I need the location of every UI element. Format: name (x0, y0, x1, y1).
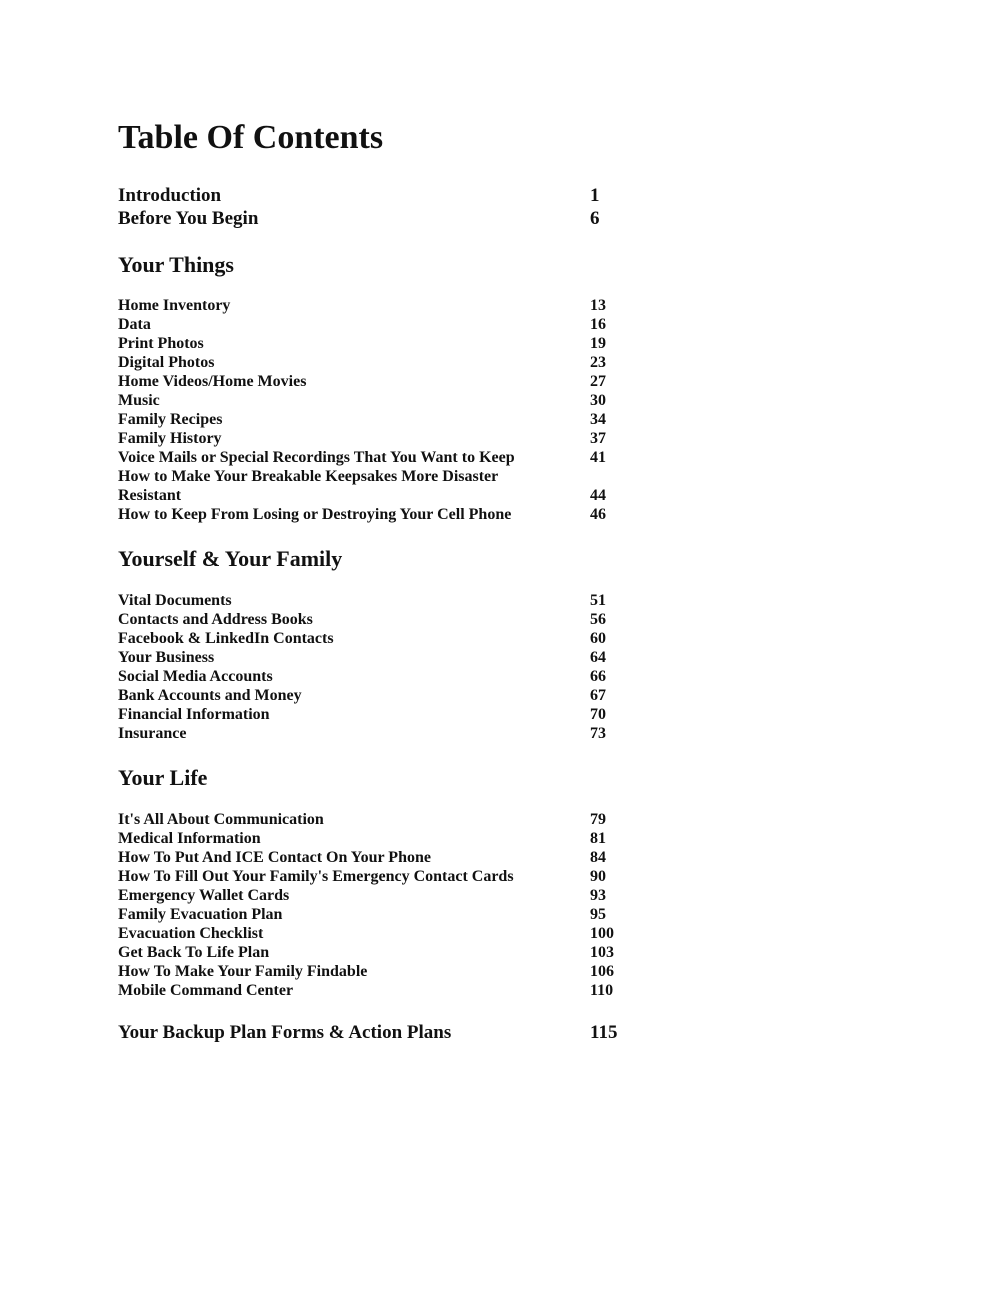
section-heading: Yourself & Your Family (118, 546, 343, 571)
toc-entry[interactable] (118, 486, 628, 505)
toc-entry[interactable] (118, 296, 628, 315)
toc-entry-page: 93 (590, 887, 606, 904)
toc-entry-page: 13 (590, 297, 606, 314)
toc-entry-page: 90 (590, 868, 606, 885)
toc-entry[interactable] (118, 184, 628, 207)
toc-entry-label: How To Put And ICE Contact On Your Phone (118, 849, 431, 866)
toc-entry-label: Home Videos/Home Movies (118, 373, 307, 390)
toc-entry[interactable] (118, 467, 628, 486)
toc-entry-page: 19 (590, 335, 606, 352)
toc-entry[interactable] (118, 629, 628, 648)
toc-entry-label: Introduction (118, 185, 222, 206)
toc-entry-label: Mobile Command Center (118, 982, 294, 999)
toc-entry-page: 70 (590, 706, 606, 723)
toc-entry-label: Insurance (118, 725, 187, 742)
toc-entry-page: 37 (590, 430, 606, 447)
toc-entry-label: Digital Photos (118, 354, 215, 371)
toc-entry[interactable] (118, 448, 628, 467)
toc-entry-page: 1 (590, 185, 600, 206)
toc-entry[interactable] (118, 810, 628, 829)
toc-entry[interactable] (118, 867, 628, 886)
toc-entry-label: Contacts and Address Books (118, 611, 313, 628)
toc-entry[interactable] (118, 981, 628, 1000)
toc-entry-label: How to Make Your Breakable Keepsakes More Disaster (118, 468, 499, 485)
toc-entry[interactable] (118, 591, 628, 610)
section-heading: Your Things (118, 252, 234, 277)
toc-entry[interactable] (118, 410, 628, 429)
toc-entry-page: 115 (590, 1022, 618, 1043)
toc-entry-page: 41 (590, 449, 606, 466)
toc-entry-page: 51 (590, 592, 606, 609)
toc-entry[interactable] (118, 705, 628, 724)
toc-entry-label: Family Evacuation Plan (118, 906, 283, 923)
toc-entry-label: Data (118, 316, 151, 333)
toc-entry[interactable] (118, 505, 628, 524)
toc-entry-label: How to Keep From Losing or Destroying Your Cell Phone (118, 506, 512, 523)
toc-entry[interactable] (118, 610, 628, 629)
toc-entry[interactable] (118, 353, 628, 372)
toc-entry-page: 27 (590, 373, 606, 390)
toc-entry-label: Your Business (118, 649, 215, 666)
toc-entry[interactable] (118, 924, 628, 943)
toc-entry-page: 67 (590, 687, 606, 704)
toc-entry-label: Vital Documents (118, 592, 232, 609)
page-title: Table Of Contents (118, 119, 384, 156)
toc-entry-label: Medical Information (118, 830, 261, 847)
toc-entry-page: 103 (590, 944, 614, 961)
toc-entry[interactable] (118, 848, 628, 867)
toc-entry-label: How To Fill Out Your Family's Emergency Contact Cards (118, 868, 514, 885)
toc-entry[interactable] (118, 334, 628, 353)
toc-entry-page: 79 (590, 811, 606, 828)
toc-entry-label: Your Backup Plan Forms & Action Plans (118, 1022, 452, 1043)
toc-entry[interactable] (118, 315, 628, 334)
toc-entry-page: 44 (590, 487, 606, 504)
toc-entry-page: 56 (590, 611, 606, 628)
toc-entry-page: 46 (590, 506, 606, 523)
toc-entry-label: Family History (118, 430, 222, 447)
toc-entry-page: 66 (590, 668, 606, 685)
toc-entry[interactable] (118, 207, 628, 230)
toc-entry-page: 34 (590, 411, 606, 428)
toc-entry[interactable] (118, 686, 628, 705)
toc-entry[interactable] (118, 648, 628, 667)
toc-entry-label: Evacuation Checklist (118, 925, 264, 942)
toc-entry[interactable] (118, 943, 628, 962)
toc-entry[interactable] (118, 886, 628, 905)
toc-entry[interactable] (118, 372, 628, 391)
toc-entry-page: 84 (590, 849, 606, 866)
toc-entry-label: Financial Information (118, 706, 270, 723)
toc-entry[interactable] (118, 724, 628, 743)
toc-entry-page: 16 (590, 316, 606, 333)
toc-entry-label: Bank Accounts and Money (118, 687, 302, 704)
toc-entry[interactable] (118, 429, 628, 448)
toc-entry-page: 64 (590, 649, 606, 666)
toc-entry-page: 6 (590, 208, 600, 229)
toc-entry-label: Print Photos (118, 335, 204, 352)
toc-entry[interactable] (118, 667, 628, 686)
toc-entry-page: 73 (590, 725, 606, 742)
toc-entry[interactable] (118, 905, 628, 924)
toc-entry-page: 81 (590, 830, 606, 847)
toc-entry-label: Music (118, 392, 160, 409)
toc-entry-label: Social Media Accounts (118, 668, 273, 685)
toc-entry-label: Before You Begin (118, 208, 259, 229)
toc-entry[interactable] (118, 391, 628, 410)
toc-entry-label: Family Recipes (118, 411, 223, 428)
toc-entry-page: 100 (590, 925, 614, 942)
toc-entry-label: Emergency Wallet Cards (118, 887, 290, 904)
toc-entry-page: 23 (590, 354, 606, 371)
toc-entry-page: 60 (590, 630, 606, 647)
toc-entry-label: How To Make Your Family Findable (118, 963, 368, 980)
toc-entry-label: Resistant (118, 487, 182, 504)
toc-entry-backup-plan[interactable] (118, 1021, 628, 1044)
toc-entry[interactable] (118, 962, 628, 981)
toc-entry-label: Get Back To Life Plan (118, 944, 270, 961)
toc-entry-label: Home Inventory (118, 297, 231, 314)
section-heading: Your Life (118, 765, 208, 790)
toc-entry-label: It's All About Communication (118, 811, 324, 828)
toc-entry-page: 30 (590, 392, 606, 409)
toc-entry[interactable] (118, 829, 628, 848)
toc-entry-label: Facebook & LinkedIn Contacts (118, 630, 334, 647)
toc-entry-page: 106 (590, 963, 614, 980)
toc-entry-page: 95 (590, 906, 606, 923)
toc-entry-label: Voice Mails or Special Recordings That You Want to Keep (118, 449, 515, 466)
toc-entry-page: 110 (590, 982, 614, 999)
